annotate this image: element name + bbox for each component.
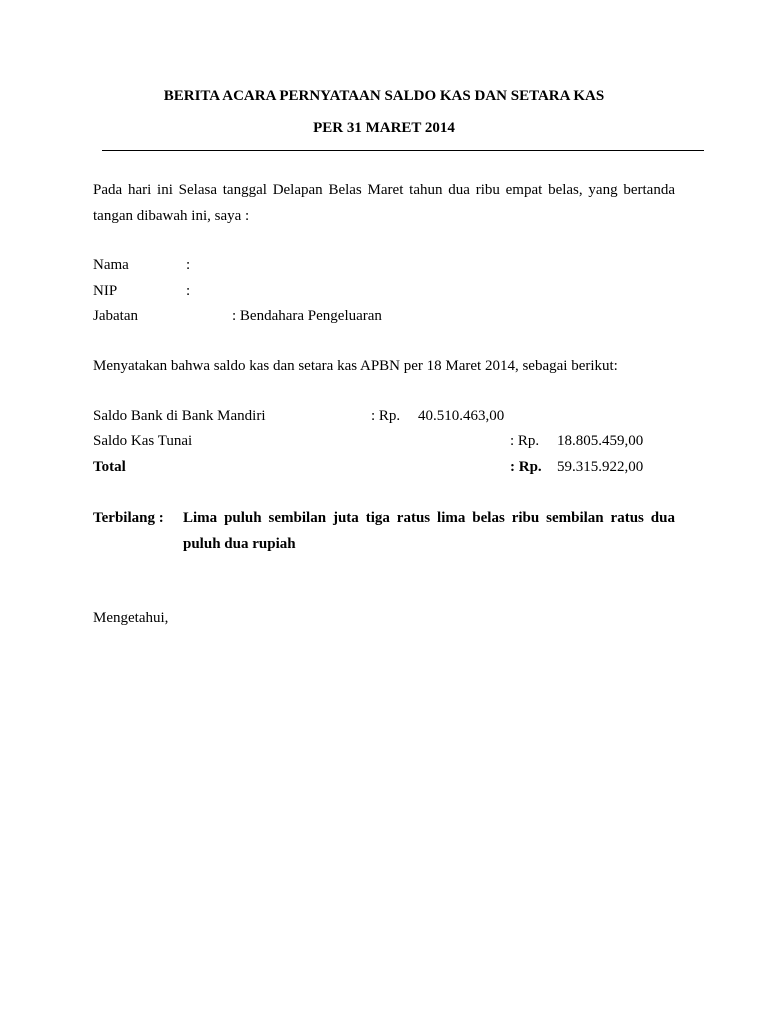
closing-text: Mengetahui, [93, 610, 169, 626]
jabatan-value: : Bendahara Pengeluaran [232, 308, 382, 324]
total-currency: : Rp. [510, 459, 542, 475]
bank-balance-label: Saldo Bank di Bank Mandiri [93, 408, 266, 424]
jabatan-label: Jabatan [93, 308, 138, 324]
cash-balance-currency: : Rp. [510, 433, 540, 449]
document-title: BERITA ACARA PERNYATAAN SALDO KAS DAN SETARA KAS [163, 88, 605, 104]
nip-separator: : [186, 283, 191, 299]
bank-balance-currency: : Rp. [371, 408, 401, 424]
total-label: Total [93, 459, 126, 475]
document-subtitle: PER 31 MARET 2014 [313, 120, 455, 136]
nama-label: Nama [93, 257, 129, 273]
terbilang-text: Lima puluh sembilan juta tiga ratus lima belas ribu sembilan ratus dua puluh dua rupiah [183, 510, 675, 552]
nip-label: NIP [93, 283, 118, 299]
bank-balance-amount: 40.510.463,00 [418, 408, 505, 424]
statement-paragraph: Menyatakan bahwa saldo kas dan setara kas APBN per 18 Maret 2014, sebagai berikut: [93, 358, 618, 374]
nama-separator: : [186, 257, 191, 273]
cash-balance-amount: 18.805.459,00 [557, 433, 644, 449]
cash-balance-label: Saldo Kas Tunai [93, 433, 193, 449]
intro-paragraph: Pada hari ini Selasa tanggal Delapan Belas Maret tahun dua ribu empat belas, yang bertanda tangan dibawah ini, saya : [93, 182, 675, 224]
terbilang-label: Terbilang : [93, 510, 164, 526]
title-divider [102, 150, 704, 151]
total-amount: 59.315.922,00 [557, 459, 644, 475]
